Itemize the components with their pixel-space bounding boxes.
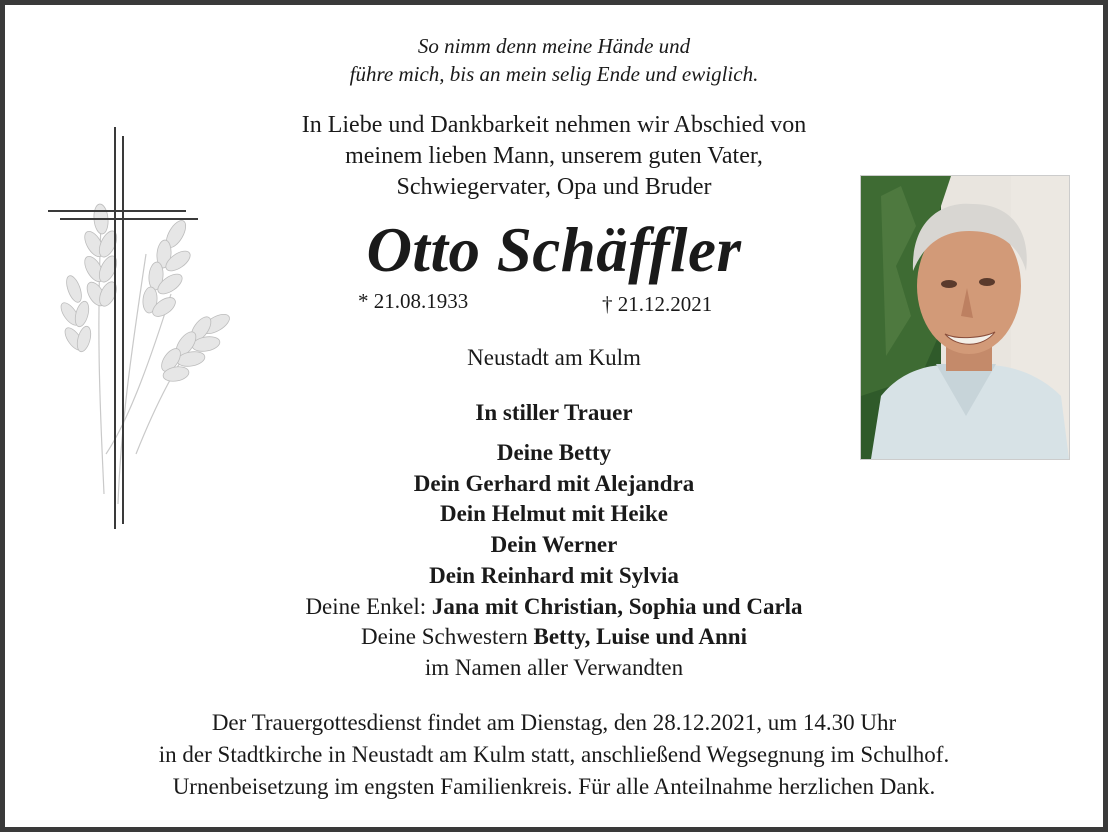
verse-line: So nimm denn meine Hände und: [417, 34, 691, 58]
deceased-name: Otto Schäffler: [366, 215, 742, 285]
service-line: in der Stadtkirche in Neustadt am Kulm statt, anschließend Wegsegnung im Schulhof.: [158, 742, 950, 767]
death-date: † 21.12.2021: [602, 292, 713, 316]
intro-line: Schwiegervater, Opa und Bruder: [396, 174, 712, 200]
family-line: Dein Gerhard mit Alejandra: [413, 470, 695, 496]
intro-line: meinem lieben Mann, unserem guten Vater,: [345, 143, 763, 169]
grandchildren-names: Jana mit Christian, Sophia und Carla: [431, 593, 803, 619]
place: Neustadt am Kulm: [467, 345, 641, 370]
service-line: Urnenbeisetzung im engsten Familienkreis. Für alle Anteilnahme herzlichen Dank.: [172, 774, 936, 799]
birth-date: * 21.08.1933: [358, 289, 469, 313]
family-line: Dein Helmut mit Heike: [439, 501, 669, 527]
family-list: [0, 438, 1108, 684]
family-line: Dein Werner: [490, 532, 618, 558]
mourning-heading: In stiller Trauer: [475, 400, 633, 425]
siblings-names: Betty, Luise und Anni: [533, 624, 747, 650]
verse-line: führe mich, bis an mein selig Ende und ewiglich.: [349, 62, 759, 86]
family-line: Dein Reinhard mit Sylvia: [429, 562, 679, 588]
grandchildren-prefix: Deine Enkel:: [305, 593, 427, 619]
grandchildren-line: [0, 592, 1108, 623]
service-line: Der Trauergottesdienst findet am Dienstag, den 28.12.2021, um 14.30 Uhr: [211, 710, 897, 735]
verse: [0, 32, 1108, 88]
portrait-photo: [860, 175, 1070, 460]
family-line: Deine Betty: [496, 440, 612, 465]
service-info: [0, 707, 1108, 803]
intro-line: In Liebe und Dankbarkeit nehmen wir Abschied von: [301, 112, 807, 138]
siblings-line: [0, 622, 1108, 653]
siblings-prefix: Deine Schwestern: [361, 624, 528, 650]
closing-line: im Namen aller Verwandten: [424, 654, 684, 680]
